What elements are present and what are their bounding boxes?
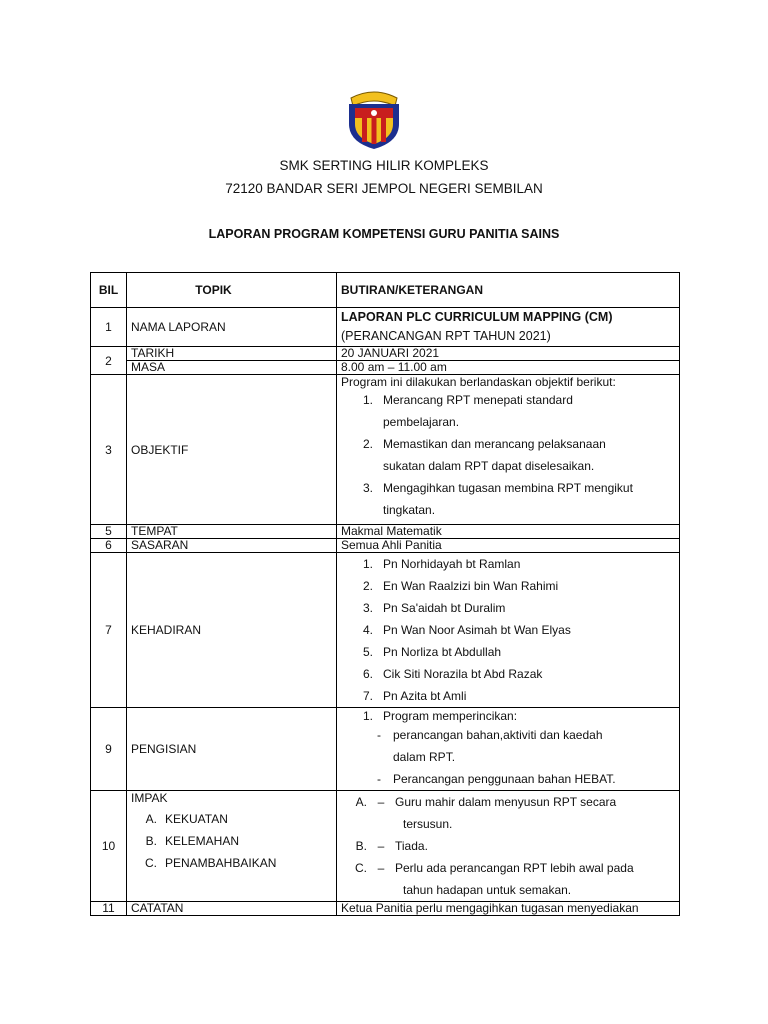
dash-bullet: - xyxy=(377,772,381,786)
impact-topic-list xyxy=(131,808,332,874)
list-text: KEKUATAN xyxy=(165,812,228,826)
dash-bullet: – xyxy=(377,795,385,809)
dash-bullet: – xyxy=(377,861,385,875)
list-text: Pn Sa'aidah bt Duralim xyxy=(383,601,506,615)
list-text: sukatan dalam RPT dapat diselesaikan. xyxy=(383,459,595,473)
row-details: Ketua Panitia perlu mengagihkan tugasan menyediakan xyxy=(337,902,680,916)
list-item-cont xyxy=(341,455,675,477)
row-time-value: 8.00 am – 11.00 am xyxy=(337,361,680,375)
impact-list xyxy=(341,791,675,901)
report-name-line1: LAPORAN PLC CURRICULUM MAPPING (CM) xyxy=(341,310,613,324)
dash-bullet: – xyxy=(377,839,385,853)
list-item xyxy=(131,830,332,852)
list-text: Perlu ada perancangan RPT lebih awal pada xyxy=(395,861,634,875)
table-row xyxy=(91,902,680,916)
list-text: dalam RPT. xyxy=(393,750,456,764)
list-item xyxy=(341,685,675,707)
list-letter: C. xyxy=(355,861,367,875)
row-number: 3 xyxy=(91,375,127,525)
list-text: KELEMAHAN xyxy=(165,834,240,848)
dash-bullet: - xyxy=(377,728,381,742)
row-number: 2 xyxy=(91,347,127,375)
list-number: 6. xyxy=(362,667,373,681)
sublist-item-cont xyxy=(341,746,675,768)
list-text: Mengagihkan tugasan membina RPT mengikut xyxy=(383,481,633,495)
list-text: Merancang RPT menepati standard xyxy=(383,393,573,407)
row-details: Makmal Matematik xyxy=(337,525,680,539)
list-item xyxy=(341,641,675,663)
table-row xyxy=(91,375,680,525)
list-item xyxy=(341,791,675,813)
list-item-cont xyxy=(341,411,675,433)
list-text: Pn Norliza bt Abdullah xyxy=(383,645,502,659)
header-butiran: BUTIRAN/KETERANGAN xyxy=(337,273,680,308)
row-number: 1 xyxy=(91,308,127,347)
row-topic: OBJEKTIF xyxy=(127,375,337,525)
list-item xyxy=(341,663,675,685)
row-topic: NAMA LAPORAN xyxy=(127,308,337,347)
table-row xyxy=(91,791,680,902)
list-item-cont xyxy=(341,813,675,835)
report-title: LAPORAN PROGRAM KOMPETENSI GURU PANITIA SAINS xyxy=(208,227,560,241)
row-topic xyxy=(127,791,337,902)
list-item xyxy=(341,477,675,499)
list-item-cont xyxy=(341,879,675,901)
table-header-row xyxy=(91,273,680,308)
content-list xyxy=(341,708,675,724)
row-number: 11 xyxy=(91,902,127,916)
list-number: 3. xyxy=(362,601,373,615)
row-number: 5 xyxy=(91,525,127,539)
table-row xyxy=(91,525,680,539)
table-row xyxy=(91,708,680,791)
row-number: 9 xyxy=(91,708,127,791)
list-text: pembelajaran. xyxy=(383,415,460,429)
row-date-value: 20 JANUARI 2021 xyxy=(337,347,680,361)
list-number: 1. xyxy=(362,709,373,723)
list-number: 1. xyxy=(362,393,373,407)
row-topic: TEMPAT xyxy=(127,525,337,539)
row-number: 10 xyxy=(91,791,127,902)
row-topic: SASARAN xyxy=(127,539,337,553)
list-text: tersusun. xyxy=(403,817,453,831)
list-text: Pn Wan Noor Asimah bt Wan Elyas xyxy=(383,623,571,637)
row-details xyxy=(337,553,680,708)
list-text: Perancangan penggunaan bahan HEBAT. xyxy=(393,772,616,786)
row-topic-time: MASA xyxy=(127,361,337,375)
list-text: perancangan bahan,aktiviti dan kaedah xyxy=(393,728,603,742)
list-item xyxy=(341,389,675,411)
list-text: PENAMBAHBAIKAN xyxy=(165,856,277,870)
list-number: 4. xyxy=(362,623,373,637)
report-table xyxy=(90,272,680,916)
list-item xyxy=(341,553,675,575)
list-number: 2. xyxy=(362,437,373,451)
attendance-list xyxy=(341,553,675,707)
list-text: Pn Azita bt Amli xyxy=(383,689,467,703)
list-item xyxy=(131,808,332,830)
list-text: En Wan Raalzizi bin Wan Rahimi xyxy=(383,579,559,593)
table-row xyxy=(91,308,680,347)
list-text: Tiada. xyxy=(395,839,428,853)
list-letter: A. xyxy=(145,812,157,826)
list-number: 7. xyxy=(362,689,373,703)
row-details xyxy=(337,375,680,525)
list-text: Pn Norhidayah bt Ramlan xyxy=(383,557,521,571)
list-letter: B. xyxy=(355,839,367,853)
list-item xyxy=(341,857,675,879)
row-topic: CATATAN xyxy=(127,902,337,916)
header-bil: BIL xyxy=(91,273,127,308)
row-details: Semua Ahli Panitia xyxy=(337,539,680,553)
list-item-cont xyxy=(341,499,675,521)
list-item xyxy=(131,852,332,874)
list-number: 2. xyxy=(362,579,373,593)
list-letter: A. xyxy=(355,795,367,809)
table-row xyxy=(91,553,680,708)
list-text: Memastikan dan merancang pelaksanaan xyxy=(383,437,606,451)
list-letter: C. xyxy=(145,856,157,870)
content-sublist xyxy=(341,724,675,790)
report-name-line2: (PERANCANGAN RPT TAHUN 2021) xyxy=(341,329,551,343)
sublist-item xyxy=(341,724,675,746)
row-details xyxy=(337,791,680,902)
row-topic-date: TARIKH xyxy=(127,347,337,361)
row-details xyxy=(337,308,680,347)
list-text: Program memperincikan: xyxy=(383,709,518,723)
objective-intro: Program ini dilakukan berlandaskan objektif berikut: xyxy=(341,375,616,389)
table-row xyxy=(91,347,680,361)
list-item xyxy=(341,597,675,619)
list-item xyxy=(341,708,675,724)
school-crest-icon xyxy=(345,88,403,150)
list-letter: B. xyxy=(145,834,157,848)
list-number: 3. xyxy=(362,481,373,495)
list-text: Guru mahir dalam menyusun RPT secara xyxy=(395,795,617,809)
list-text: tingkatan. xyxy=(383,503,436,517)
list-number: 5. xyxy=(362,645,373,659)
list-number: 1. xyxy=(362,557,373,571)
row-topic: PENGISIAN xyxy=(127,708,337,791)
row-number: 6 xyxy=(91,539,127,553)
objective-list xyxy=(341,389,675,521)
list-text: Cik Siti Norazila bt Abd Razak xyxy=(383,667,543,681)
list-text: tahun hadapan untuk semakan. xyxy=(403,883,572,897)
list-item xyxy=(341,619,675,641)
table-row xyxy=(91,539,680,553)
row-number: 7 xyxy=(91,553,127,708)
school-name: SMK SERTING HILIR KOMPLEKS xyxy=(279,158,489,173)
sublist-item xyxy=(341,768,675,790)
row-details xyxy=(337,708,680,791)
list-item xyxy=(341,575,675,597)
header-topik: TOPIK xyxy=(127,273,337,308)
table-row xyxy=(91,361,680,375)
school-address: 72120 BANDAR SERI JEMPOL NEGERI SEMBILAN xyxy=(225,181,543,196)
list-item xyxy=(341,835,675,857)
row-topic: KEHADIRAN xyxy=(127,553,337,708)
impact-heading: IMPAK xyxy=(131,791,168,805)
list-item xyxy=(341,433,675,455)
